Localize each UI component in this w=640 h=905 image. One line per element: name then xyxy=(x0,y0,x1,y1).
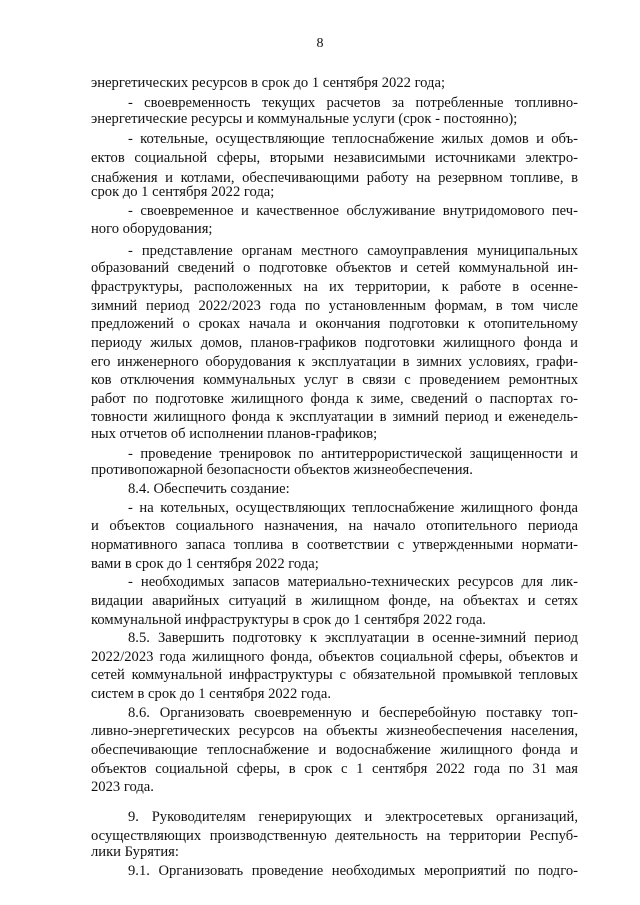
text-line: 8.4. Обеспечить создание: xyxy=(128,481,290,498)
text-line: 8.5. Завершить подготовку к эксплуатации в осенне-зимний период xyxy=(128,630,578,647)
page-number: 8 xyxy=(316,36,324,51)
text-line: - на котельных, осуществляющих теплоснабжение жилищного фонда xyxy=(128,499,578,516)
text-line: 9.1. Организовать проведение необходимых мероприятий по подго- xyxy=(128,863,578,879)
text-line: работ по подготовке жилищного фонда к зиме, сведений о паспортах го- xyxy=(91,390,578,407)
text-line: товности жилищного фонда к эксплуатации в зимний период и еженедель- xyxy=(91,409,578,426)
text-line: систем в срок до 1 сентября 2022 года. xyxy=(91,686,331,703)
text-line: снабжения и котлами, обеспечивающими работу на резервном топливе, в xyxy=(91,170,578,186)
text-line: 2023 года. xyxy=(91,779,154,796)
text-line: противопожарной безопасности объектов жизнеобеспечения. xyxy=(91,462,473,479)
text-line: ного оборудования; xyxy=(91,221,213,238)
text-line: 2022/2023 года жилищного фонда, объектов социальной сферы, объектов и xyxy=(91,648,578,665)
text-line: фраструктуры, расположенных на их территории, к работе в осенне- xyxy=(91,278,578,295)
text-line: его инженерного оборудования к эксплуатации в зимних условиях, графи- xyxy=(91,353,578,370)
text-line: ков отключения коммунальных услуг в связи с проведением ремонтных xyxy=(91,372,578,389)
text-line: периоду жилых домов, планов-графиков подготовки жилищного фонда и xyxy=(91,334,578,351)
text-line: и объектов социального назначения, на начало отопительного периода xyxy=(91,518,578,535)
text-line: обеспечивающие теплоснабжение и водоснабжение жилищного фонда и xyxy=(91,741,578,758)
text-line: образований сведений о подготовке объектов и сетей коммунальной ин- xyxy=(91,260,578,277)
text-line: предложений о сроках начала и окончания подготовки к отопительному xyxy=(91,316,578,333)
text-line: ектов социальной сферы, вторыми независимыми источниками электро- xyxy=(91,150,578,167)
text-line: зимний период 2022/2023 года по установленным формам, в том числе xyxy=(91,297,578,314)
text-line: ных отчетов об исполнении планов-графиков; xyxy=(91,426,378,443)
text-line: - представление органам местного самоуправления муниципальных xyxy=(128,242,578,259)
text-line: вами в срок до 1 сентября 2022 года; xyxy=(91,555,319,572)
text-line: 8.6. Организовать своевременную и бесперебойную поставку топ- xyxy=(128,704,578,721)
text-line: лики Бурятия: xyxy=(91,844,179,861)
text-line: объектов социальной сферы, в срок с 1 сентября 2022 года по 31 мая xyxy=(91,760,578,777)
text-line: сетей коммунальной инфраструктуры с обязательной промывкой тепловых xyxy=(91,667,578,684)
text-line: срок до 1 сентября 2022 года; xyxy=(91,183,275,200)
text-line: - своевременное и качественное обслуживание внутридомового печ- xyxy=(128,202,578,219)
text-line: 9. Руководителям генерирующих и электросетевых организаций, xyxy=(128,808,578,825)
text-line: - своевременность текущих расчетов за потребленные топливно- xyxy=(128,94,578,111)
text-line: ливно-энергетических ресурсов на объекты жизнеобеспечения населения, xyxy=(91,723,578,740)
text-line: видации аварийных ситуаций в жилищном фонде, на объектах и сетях xyxy=(91,592,578,609)
text-line: - проведение тренировок по антитеррористической защищенности и xyxy=(128,445,578,462)
text-line: - котельные, осуществляющие теплоснабжение жилых домов и объ- xyxy=(128,130,578,147)
text-line: коммунальной инфраструктуры в срок до 1 сентября 2022 года. xyxy=(91,611,486,628)
text-line: энергетические ресурсы и коммунальные услуги (срок - постоянно); xyxy=(91,111,518,128)
text-line: энергетических ресурсов в срок до 1 сентября 2022 года; xyxy=(91,75,446,91)
text-line: осуществляющих производственную деятельность на территории Респуб- xyxy=(91,827,578,844)
text-line: - необходимых запасов материально-технических ресурсов для лик- xyxy=(128,574,578,591)
text-line: нормативного запаса топлива в соответствии с утвержденными нормати- xyxy=(91,536,578,553)
